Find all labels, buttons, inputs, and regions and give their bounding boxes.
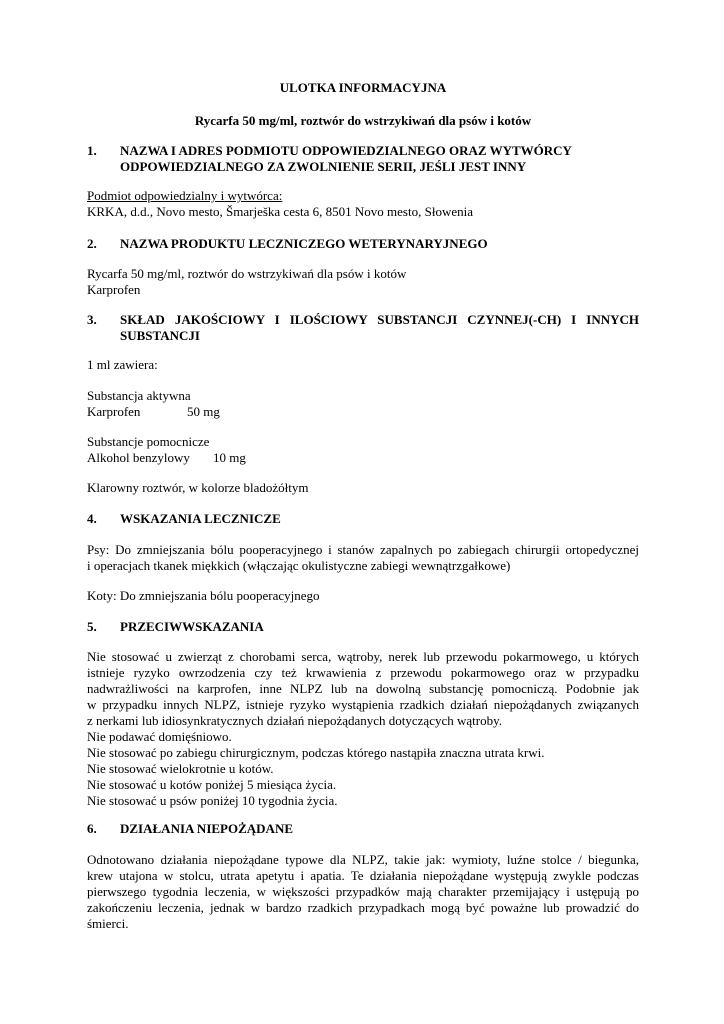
section-6-number: 6.: [87, 821, 97, 836]
section-2-number: 2.: [87, 236, 97, 251]
section-5-para-line: nadwrażliwości na karprofen, inne NLPZ lub na dowolną substancję pomocniczą. Podobnie jak: [87, 681, 639, 696]
section-4-heading: [87, 511, 281, 527]
section-5-para-line: z nerkami lub idiosynkratycznych działań niepożądanych dotyczących wątroby.: [87, 713, 502, 728]
section-6-para-line: zakończeniu leczenia, jednak w bardzo rzadkich przypadkach mogą być poważne lub prowadzić do: [87, 900, 639, 915]
section-5-para-line: Nie stosować u zwierząt z chorobami serca, wątroby, nerek lub przewodu pokarmowego, u których: [87, 649, 639, 664]
active-substance-name: Karprofen: [87, 404, 141, 419]
excipient-name: Alkohol benzylowy: [87, 450, 190, 465]
section-1-heading-line2: ODPOWIEDZIALNEGO ZA ZWOLNIENIE SERII, JEŚLI JEST INNY: [120, 159, 527, 174]
active-substance-amount: 50 mg: [187, 404, 220, 419]
section-5-paragraph: [87, 649, 639, 809]
contraindication-item: Nie stosować u kotów poniżej 5 miesiąca życia.: [87, 777, 337, 792]
dogs-line-2: i operacjach tkanek miękkich (włączając okulistyczne zabiegi wewnątrzgałkowe): [87, 558, 511, 573]
section-2-heading-text: NAZWA PRODUKTU LECZNICZEGO WETERYNARYJNEGO: [120, 236, 488, 251]
section-4-number: 4.: [87, 511, 97, 526]
section-5-para-line: istnieje ryzyko owrzodzenia czy też krwawienia z przewodu pokarmowego oraz w przypadku: [87, 665, 639, 680]
dogs-line-1: Psy: Do zmniejszania bólu pooperacyjnego i stanów zapalnych po zabiegach chirurgii ortopedycznej: [87, 542, 639, 557]
contraindication-item: Nie stosować wielokrotnie u kotów.: [87, 761, 274, 776]
contraindication-item: Nie stosować po zabiegu chirurgicznym, podczas którego nastąpiła znaczna utrata krwi.: [87, 745, 545, 760]
section-3-excipient-label: Substancje pomocnicze: [87, 434, 210, 449]
section-3-heading-line2: SUBSTANCJI: [120, 328, 200, 343]
section-3-excipient-row: [87, 450, 246, 466]
section-4-heading-text: WSKAZANIA LECZNICZE: [120, 511, 281, 526]
contraindication-item: Nie podawać domięśniowo.: [87, 729, 232, 744]
section-2-heading: [87, 236, 488, 252]
section-6-para-line: pierwszego tygodnia leczenia, w większości przypadków mają charakter przemijający i ustępują po: [87, 884, 639, 899]
section-4-dogs: [87, 542, 639, 574]
section-6-heading: [87, 821, 293, 837]
section-1-heading: [87, 143, 639, 175]
section-3-active-row: [87, 404, 220, 420]
section-3-intro: 1 ml zawiera:: [87, 357, 158, 372]
section-3-active-label: Substancja aktywna: [87, 388, 191, 403]
section-3-heading: [87, 312, 639, 344]
section-3-heading-line1: SKŁAD JAKOŚCIOWY I ILOŚCIOWY SUBSTANCJI CZYNNEJ(-CH) I INNYCH: [120, 312, 639, 327]
section-3-appearance: Klarowny roztwór, w kolorze bladożółtym: [87, 480, 309, 495]
section-5-heading: [87, 619, 264, 635]
section-5-para-line: w przypadku innych NLPZ, istnieje ryzyko wystąpienia rzadkich działań niepożądanych związanych: [87, 697, 639, 712]
document-subtitle: Rycarfa 50 mg/ml, roztwór do wstrzykiwań dla psów i kotów: [194, 113, 532, 128]
section-6-paragraph: [87, 852, 639, 932]
section-5-number: 5.: [87, 619, 97, 634]
section-1-number: 1.: [87, 143, 97, 158]
section-6-para-line: krew utajona w stolcu, utrata apetytu i apatia. Te działania niepożądane występują zwykle podczas: [87, 868, 639, 883]
section-5-heading-text: PRZECIWWSKAZANIA: [120, 619, 264, 634]
excipient-amount: 10 mg: [213, 450, 246, 465]
section-1-label: Podmiot odpowiedzialny i wytwórca:: [87, 188, 283, 203]
section-2-line2: Karprofen: [87, 282, 141, 297]
document-title: ULOTKA INFORMACYJNA: [279, 80, 447, 95]
section-6-para-line: śmierci.: [87, 916, 129, 931]
section-4-cats: Koty: Do zmniejszania bólu pooperacyjnego: [87, 588, 320, 603]
section-6-heading-text: DZIAŁANIA NIEPOŻĄDANE: [120, 821, 293, 836]
section-1-heading-line1: NAZWA I ADRES PODMIOTU ODPOWIEDZIALNEGO ORAZ WYTWÓRCY: [120, 143, 572, 158]
section-1-address: KRKA, d.d., Novo mesto, Šmarješka cesta 6, 8501 Novo mesto, Słowenia: [87, 204, 473, 219]
section-6-para-line: Odnotowano działania niepożądane typowe dla NLPZ, takie jak: wymioty, luźne stolce / biegunka,: [87, 852, 639, 867]
section-3-number: 3.: [87, 312, 97, 327]
contraindication-item: Nie stosować u psów poniżej 10 tygodnia życia.: [87, 793, 338, 808]
section-2-line1: Rycarfa 50 mg/ml, roztwór do wstrzykiwań dla psów i kotów: [87, 266, 407, 281]
